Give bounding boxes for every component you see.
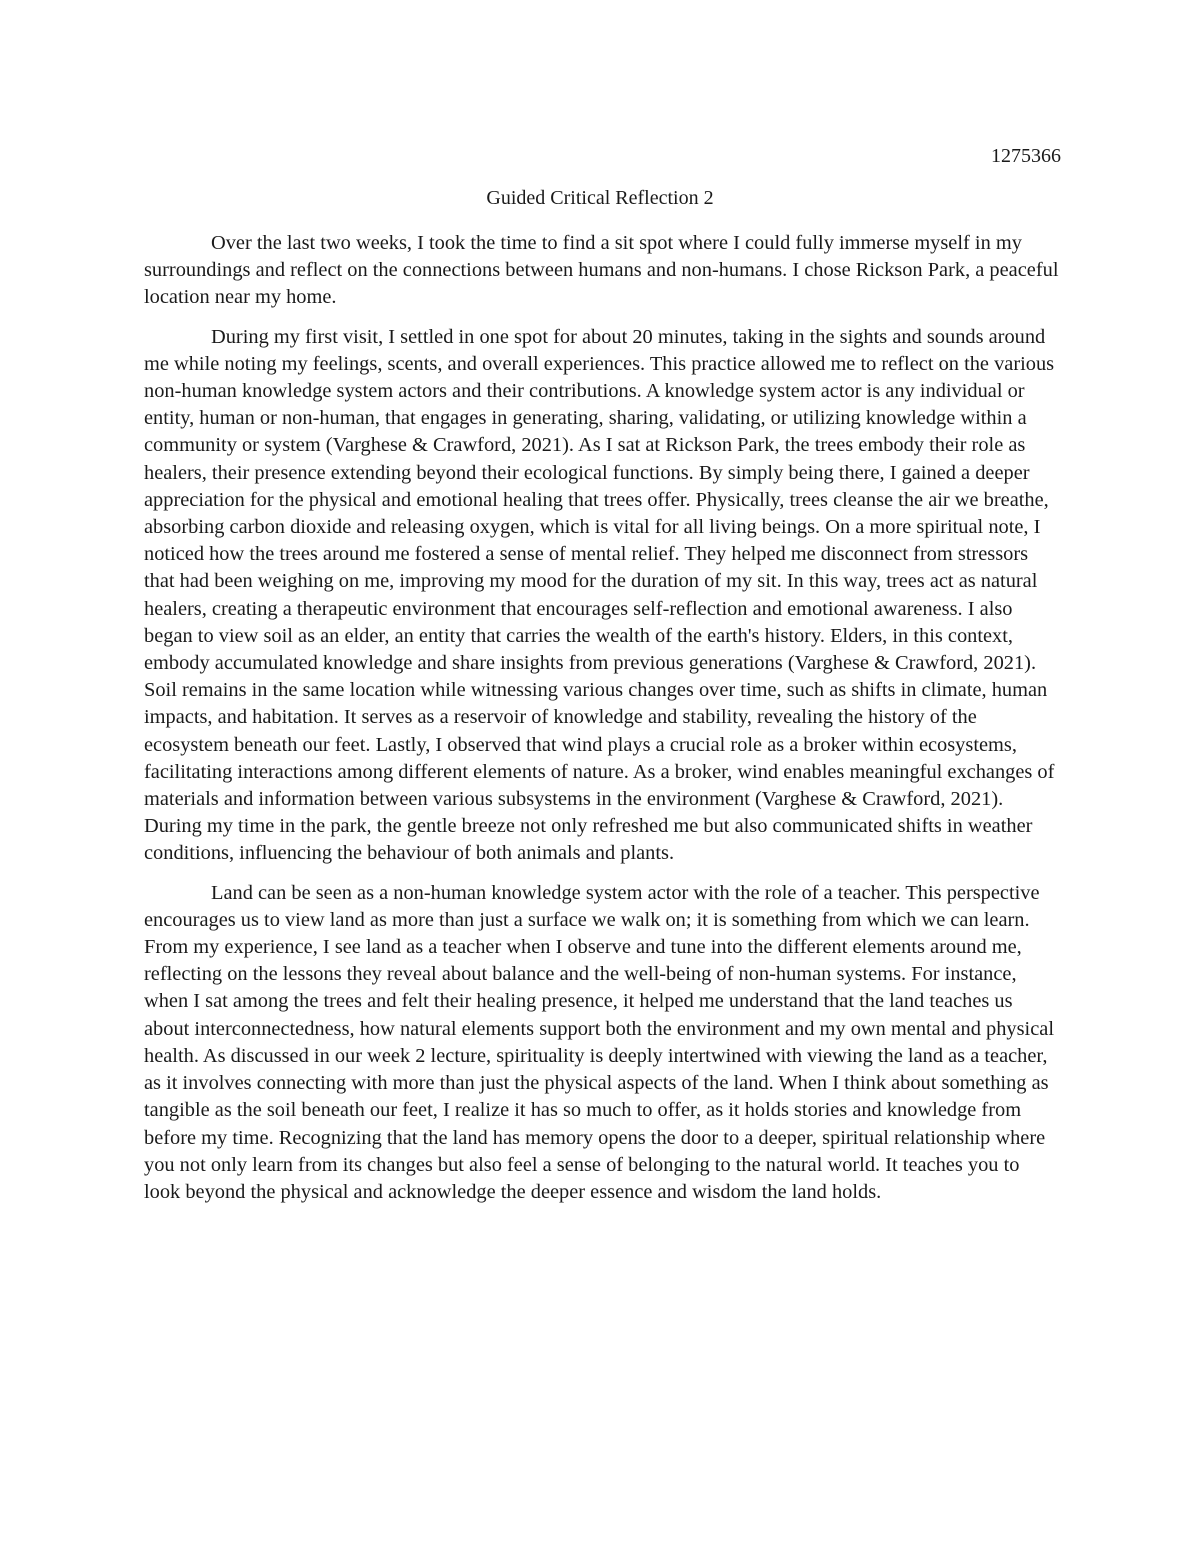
- paragraph-intro: Over the last two weeks, I took the time to find a sit spot where I could fully immerse myself in my surroundings and reflect on the connections between humans and non-humans. I chose Rickson Park, a peaceful location near my home.: [144, 232, 1059, 309]
- document-body: [144, 230, 1060, 1218]
- paragraph-land-as-teacher: Land can be seen as a non-human knowledge system actor with the role of a teacher. This perspective encourages us to view land as more than just a surface we walk on; it is something from which we can learn. From my experience, I see land as a teacher when I observe and tune into the different elements around me, reflecting on the lessons they reveal about balance and the well-being of non-human systems. For instance, when I sat among the trees and felt their healing presence, it helped me understand that the land teaches us about interconnectedness, how natural elements support both the environment and my own mental and physical health. As discussed in our week 2 lecture, spirituality is deeply intertwined with viewing the land as a teacher, as it involves connecting with more than just the physical aspects of the land. When I think about something as tangible as the soil beneath our feet, I realize it has so much to offer, as it holds stories and knowledge from before my time. Recognizing that the land has memory opens the door to a deeper, spiritual relationship where you not only learn from its changes but also feel a sense of belonging to the natural world. It teaches you to look beyond the physical and acknowledge the deeper essence and wisdom the land holds.: [144, 881, 1054, 1203]
- student-id: 1275366: [991, 145, 1061, 167]
- document-title: Guided Critical Reflection 2: [486, 187, 714, 209]
- paragraph-first-visit: During my first visit, I settled in one spot for about 20 minutes, taking in the sights and sounds around me while noting my feelings, scents, and overall experiences. This practice allowed me to reflect on the various non-human knowledge system actors and their contributions. A knowledge system actor is any individual or entity, human or non-human, that engages in generating, sharing, validating, or utilizing knowledge within a community or system (Varghese & Crawford, 2021). As I sat at Rickson Park, the trees embody their role as healers, their presence extending beyond their ecological functions. By simply being there, I gained a deeper appreciation for the physical and emotional healing that trees offer. Physically, trees cleanse the air we breathe, absorbing carbon dioxide and releasing oxygen, which is vital for all living beings. On a more spiritual note, I noticed how the trees around me fostered a sense of mental relief. They helped me disconnect from stressors that had been weighing on me, improving my mood for the duration of my sit. In this way, trees act as natural healers, creating a therapeutic environment that encourages self-reflection and emotional awareness. I also began to view soil as an elder, an entity that carries the wealth of the earth's history. Elders, in this context, embody accumulated knowledge and share insights from previous generations (Varghese & Crawford, 2021). Soil remains in the same location while witnessing various changes over time, such as shifts in climate, human impacts, and habitation. It serves as a reservoir of knowledge and stability, revealing the history of the ecosystem beneath our feet. Lastly, I observed that wind plays a crucial role as a broker within ecosystems, facilitating interactions among different elements of nature. As a broker, wind enables meaningful exchanges of materials and information between various subsystems in the environment (Varghese & Crawford, 2021). During my time in the park, the gentle breeze not only refreshed me but also communicated shifts in weather conditions, influencing the behaviour of both animals and plants.: [144, 325, 1055, 865]
